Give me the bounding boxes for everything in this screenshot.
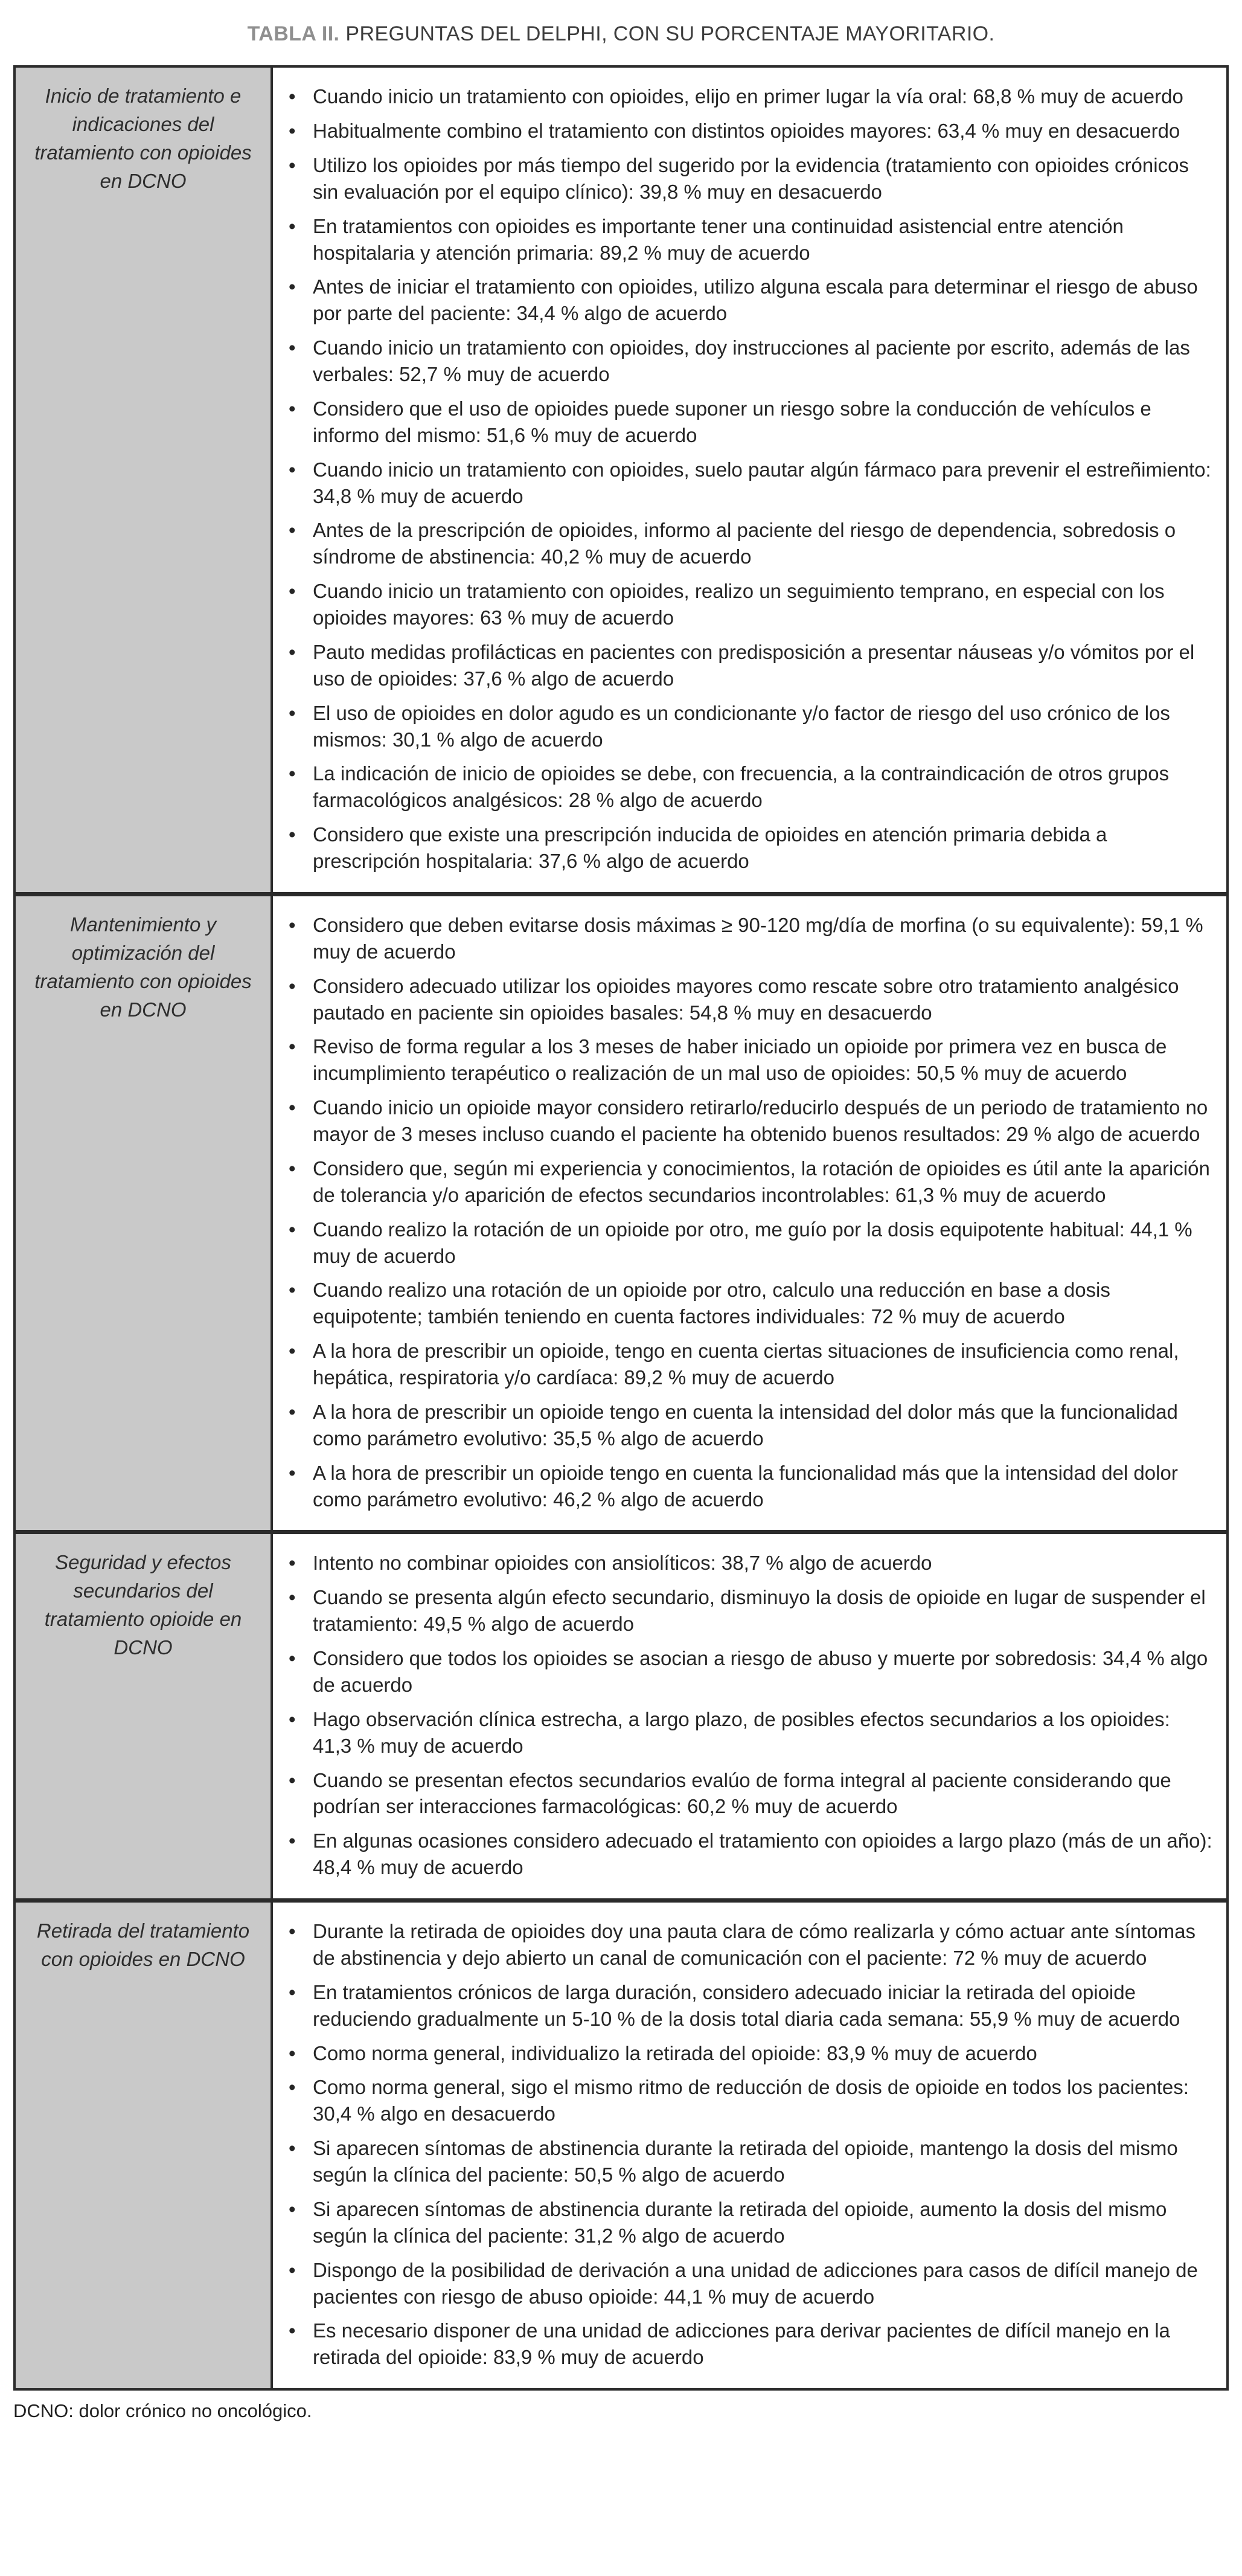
question-text: Cuando inicio un tratamiento con opioides, elijo en primer lugar la vía oral: 68,8 % muy de acuerdo	[313, 85, 1183, 108]
question-list	[289, 1550, 1213, 1881]
bullet-icon: •	[289, 1400, 296, 1423]
question-text: Reviso de forma regular a los 3 meses de haber iniciado un opioide por primera vez en busca de incumplimiento terapéutico o realización de un mal uso de opioides: 50,5 % muy de acuerdo	[313, 1035, 1167, 1085]
footnote: DCNO: dolor crónico no oncológico.	[13, 2400, 312, 2422]
bullet-icon: •	[289, 823, 296, 846]
question-item	[289, 2135, 1213, 2188]
question-item	[289, 2317, 1213, 2371]
bullet-icon: •	[289, 1586, 296, 1609]
question-list	[289, 1918, 1213, 2371]
question-text: Utilizo los opioides por más tiempo del sugerido por la evidencia (tratamiento con opioides crónicos sin evaluación por el equipo clínico): 39,8 % muy en desacuerdo	[313, 153, 1189, 203]
section-label: Retirada del tratamiento con opioides en DCNO	[36, 1919, 250, 1970]
bullet-icon: •	[289, 1096, 296, 1119]
bullet-icon: •	[289, 1218, 296, 1241]
bullet-icon: •	[289, 701, 296, 724]
question-item	[289, 2074, 1213, 2127]
question-item	[289, 1338, 1213, 1391]
question-item	[289, 83, 1213, 110]
question-text: A la hora de prescribir un opioide tengo en cuenta la intensidad del dolor más que la funcionalidad como parámetro evolutivo: 35,5 % algo de acuerdo	[313, 1400, 1178, 1450]
section-items-cell	[272, 894, 1228, 1532]
question-item	[289, 1767, 1213, 1820]
question-text: Si aparecen síntomas de abstinencia durante la retirada del opioide, aumento la dosis del mismo según la clínica del paciente: 31,2 % algo de acuerdo	[313, 2197, 1167, 2247]
question-item	[289, 1918, 1213, 1971]
bullet-icon: •	[289, 1829, 296, 1852]
bullet-icon: •	[289, 580, 296, 603]
delphi-table	[13, 65, 1229, 2391]
question-text: Pauto medidas profilácticas en pacientes con predisposición a presentar náuseas y/o vómitos por el uso de opioides: 37,6 % algo de acuerdo	[313, 640, 1195, 690]
section-label: Seguridad y efectos secundarios del tratamiento opioide en DCNO	[44, 1551, 242, 1659]
table-row	[14, 1901, 1228, 2390]
question-list	[289, 83, 1213, 875]
table-title	[13, 21, 1229, 47]
bullet-icon: •	[289, 1980, 296, 2003]
question-item	[289, 517, 1213, 570]
question-item	[289, 213, 1213, 266]
table-title-prefix: TABLA II.	[247, 22, 340, 45]
question-text: Dispongo de la posibilidad de derivación a una unidad de adicciones para casos de difícil manejo de pacientes con riesgo de abuso opioide: 44,1 % muy de acuerdo	[313, 2258, 1198, 2308]
section-items-cell	[272, 1532, 1228, 1901]
bullet-icon: •	[289, 120, 296, 143]
question-item	[289, 639, 1213, 692]
question-item	[289, 335, 1213, 388]
bullet-icon: •	[289, 1461, 296, 1484]
bullet-icon: •	[289, 2076, 296, 2099]
bullet-icon: •	[289, 974, 296, 997]
bullet-icon: •	[289, 1552, 296, 1575]
table-row	[14, 1532, 1228, 1901]
bullet-icon: •	[289, 2041, 296, 2064]
question-item	[289, 274, 1213, 327]
question-item	[289, 2196, 1213, 2249]
bullet-icon: •	[289, 640, 296, 663]
question-text: Hago observación clínica estrecha, a largo plazo, de posibles efectos secundarios a los opioides: 41,3 % muy de acuerdo	[313, 1707, 1170, 1757]
question-text: Intento no combinar opioides con ansiolíticos: 38,7 % algo de acuerdo	[313, 1552, 932, 1575]
section-label-cell	[14, 66, 272, 894]
question-item	[289, 1094, 1213, 1148]
question-text: Cuando inicio un tratamiento con opioides, doy instrucciones al paciente por escrito, además de las verbales: 52,7 % muy de acuerdo	[313, 336, 1190, 386]
question-item	[289, 1828, 1213, 1881]
question-item	[289, 578, 1213, 631]
question-text: Considero que existe una prescripción inducida de opioides en atención primaria debida a prescripción hospitalaria: 37,6 % algo de acuerdo	[313, 823, 1107, 873]
question-text: Cuando realizo una rotación de un opioide por otro, calculo una reducción en base a dosis equipotente; también teniendo en cuenta factores individuales: 72 % muy de acuerdo	[313, 1279, 1110, 1328]
question-item	[289, 700, 1213, 753]
question-text: Como norma general, sigo el mismo ritmo de reducción de dosis de opioide en todos los pacientes: 30,4 % algo en desacuerdo	[313, 2076, 1189, 2125]
question-item	[289, 152, 1213, 205]
bullet-icon: •	[289, 1647, 296, 1670]
question-text: Cuando se presenta algún efecto secundario, disminuyo la dosis de opioide en lugar de suspender el tratamiento: 49,5 % algo de acuerdo	[313, 1586, 1206, 1636]
question-text: En tratamientos con opioides es importante tener una continuidad asistencial entre atención hospitalaria y atención primaria: 89,2 % muy de acuerdo	[313, 214, 1124, 264]
question-text: La indicación de inicio de opioides se debe, con frecuencia, a la contraindicación de otros grupos farmacológicos analgésicos: 28 % algo de acuerdo	[313, 762, 1170, 812]
question-text: Considero que deben evitarse dosis máximas ≥ 90-120 mg/día de morfina (o su equivalente): 59,1 % muy de acuerdo	[313, 913, 1203, 963]
bullet-icon: •	[289, 519, 296, 542]
question-item	[289, 1645, 1213, 1698]
bullet-icon: •	[289, 2258, 296, 2281]
bullet-icon: •	[289, 2319, 296, 2342]
section-label-cell	[14, 1901, 272, 2390]
question-text: En tratamientos crónicos de larga duración, considero adecuado iniciar la retirada del opioide reduciendo gradualmente un 5-10 % de la dosis total diaria cada semana: 55,9 % muy de acuerdo	[313, 1980, 1180, 2030]
bullet-icon: •	[289, 153, 296, 176]
question-text: Considero adecuado utilizar los opioides mayores como rescate sobre otro tratamiento analgésico pautado en paciente sin opioides basales: 54,8 % muy en desacuerdo	[313, 974, 1179, 1024]
table-title-text: PREGUNTAS DEL DELPHI, CON SU PORCENTAJE MAYORITARIO.	[345, 22, 995, 45]
bullet-icon: •	[289, 214, 296, 237]
question-item	[289, 760, 1213, 814]
question-item	[289, 1033, 1213, 1087]
question-item	[289, 1155, 1213, 1209]
question-text: Considero que el uso de opioides puede suponer un riesgo sobre la conducción de vehículos e informo del mismo: 51,6 % muy de acuerdo	[313, 397, 1151, 446]
section-label: Mantenimiento y optimización del tratamiento con opioides en DCNO	[34, 913, 252, 1021]
question-text: Considero que, según mi experiencia y conocimientos, la rotación de opioides es útil ante la aparición de tolerancia y/o aparición de efectos secundarios incontrolables: 61,3 % muy de acuerdo	[313, 1157, 1210, 1206]
bullet-icon: •	[289, 1035, 296, 1058]
bullet-icon: •	[289, 913, 296, 936]
question-text: Cuando realizo la rotación de un opioide por otro, me guío por la dosis equipotente habitual: 44,1 % muy de acuerdo	[313, 1218, 1192, 1267]
question-text: Antes de la prescripción de opioides, informo al paciente del riesgo de dependencia, sobredosis o síndrome de abstinencia: 40,2 % muy de acuerdo	[313, 519, 1176, 568]
question-item	[289, 1550, 1213, 1576]
question-text: Durante la retirada de opioides doy una pauta clara de cómo realizarla y cómo actuar ante síntomas de abstinencia y dejo abierto un canal de comunicación con el paciente: 72 % muy de acuerdo	[313, 1920, 1196, 1969]
table-row	[14, 894, 1228, 1532]
question-item	[289, 912, 1213, 965]
section-label-cell	[14, 1532, 272, 1901]
section-label-cell	[14, 894, 272, 1532]
bullet-icon: •	[289, 275, 296, 298]
bullet-icon: •	[289, 336, 296, 359]
question-item	[289, 1584, 1213, 1637]
question-text: A la hora de prescribir un opioide, tengo en cuenta ciertas situaciones de insuficiencia como renal, hepática, respiratoria y/o cardíaca: 89,2 % muy de acuerdo	[313, 1340, 1179, 1389]
question-text: Cuando inicio un tratamiento con opioides, realizo un seguimiento temprano, en especial con los opioides mayores: 63 % muy de acuerdo	[313, 580, 1165, 629]
section-items-cell	[272, 1901, 1228, 2390]
question-item	[289, 2257, 1213, 2310]
bullet-icon: •	[289, 2137, 296, 2160]
question-text: A la hora de prescribir un opioide tengo en cuenta la funcionalidad más que la intensidad del dolor como parámetro evolutivo: 46,2 % algo de acuerdo	[313, 1461, 1178, 1511]
bullet-icon: •	[289, 1340, 296, 1363]
bullet-icon: •	[289, 1157, 296, 1180]
question-item	[289, 1216, 1213, 1270]
question-text: Como norma general, individualizo la retirada del opioide: 83,9 % muy de acuerdo	[313, 2041, 1037, 2064]
bullet-icon: •	[289, 85, 296, 108]
question-item	[289, 457, 1213, 510]
delphi-table-body	[14, 66, 1228, 2389]
question-item	[289, 1460, 1213, 1513]
question-text: Es necesario disponer de una unidad de adicciones para derivar pacientes de difícil manejo en la retirada del opioide: 83,9 % muy de acuerdo	[313, 2319, 1170, 2369]
bullet-icon: •	[289, 2197, 296, 2220]
question-text: Si aparecen síntomas de abstinencia durante la retirada del opioide, mantengo la dosis del mismo según la clínica del paciente: 50,5 % algo de acuerdo	[313, 2137, 1178, 2186]
question-text: Habitualmente combino el tratamiento con distintos opioides mayores: 63,4 % muy en desacuerdo	[313, 120, 1180, 143]
question-text: Cuando inicio un opioide mayor considero retirarlo/reducirlo después de un periodo de tratamiento no mayor de 3 meses incluso cuando el paciente ha obtenido buenos resultados: 29 % algo de acuerdo	[313, 1096, 1208, 1146]
question-item	[289, 118, 1213, 144]
bullet-icon: •	[289, 1279, 296, 1302]
bullet-icon: •	[289, 762, 296, 785]
section-items-cell	[272, 66, 1228, 894]
question-text: En algunas ocasiones considero adecuado el tratamiento con opioides a largo plazo (más de un año): 48,4 % muy de acuerdo	[313, 1829, 1212, 1879]
bullet-icon: •	[289, 458, 296, 481]
question-text: El uso de opioides en dolor agudo es un condicionante y/o factor de riesgo del uso crónico de los mismos: 30,1 % algo de acuerdo	[313, 701, 1170, 751]
question-item	[289, 973, 1213, 1026]
question-item	[289, 1399, 1213, 1452]
question-item	[289, 2040, 1213, 2067]
question-item	[289, 396, 1213, 449]
section-label: Inicio de tratamiento e indicaciones del tratamiento con opioides en DCNO	[34, 85, 252, 192]
bullet-icon: •	[289, 397, 296, 420]
question-item	[289, 1706, 1213, 1759]
question-item	[289, 1979, 1213, 2032]
question-list	[289, 912, 1213, 1513]
question-text: Antes de iniciar el tratamiento con opioides, utilizo alguna escala para determinar el riesgo de abuso por parte del paciente: 34,4 % algo de acuerdo	[313, 275, 1198, 325]
question-item	[289, 1277, 1213, 1330]
question-item	[289, 821, 1213, 875]
table-row	[14, 66, 1228, 894]
bullet-icon: •	[289, 1707, 296, 1730]
bullet-icon: •	[289, 1768, 296, 1791]
question-text: Cuando se presentan efectos secundarios evalúo de forma integral al paciente considerando que podrían ser interacciones farmacológicas: 60,2 % muy de acuerdo	[313, 1768, 1171, 1818]
question-text: Considero que todos los opioides se asocian a riesgo de abuso y muerte por sobredosis: 34,4 % algo de acuerdo	[313, 1647, 1208, 1696]
question-text: Cuando inicio un tratamiento con opioides, suelo pautar algún fármaco para prevenir el estreñimiento: 34,8 % muy de acuerdo	[313, 458, 1211, 507]
bullet-icon: •	[289, 1920, 296, 1943]
